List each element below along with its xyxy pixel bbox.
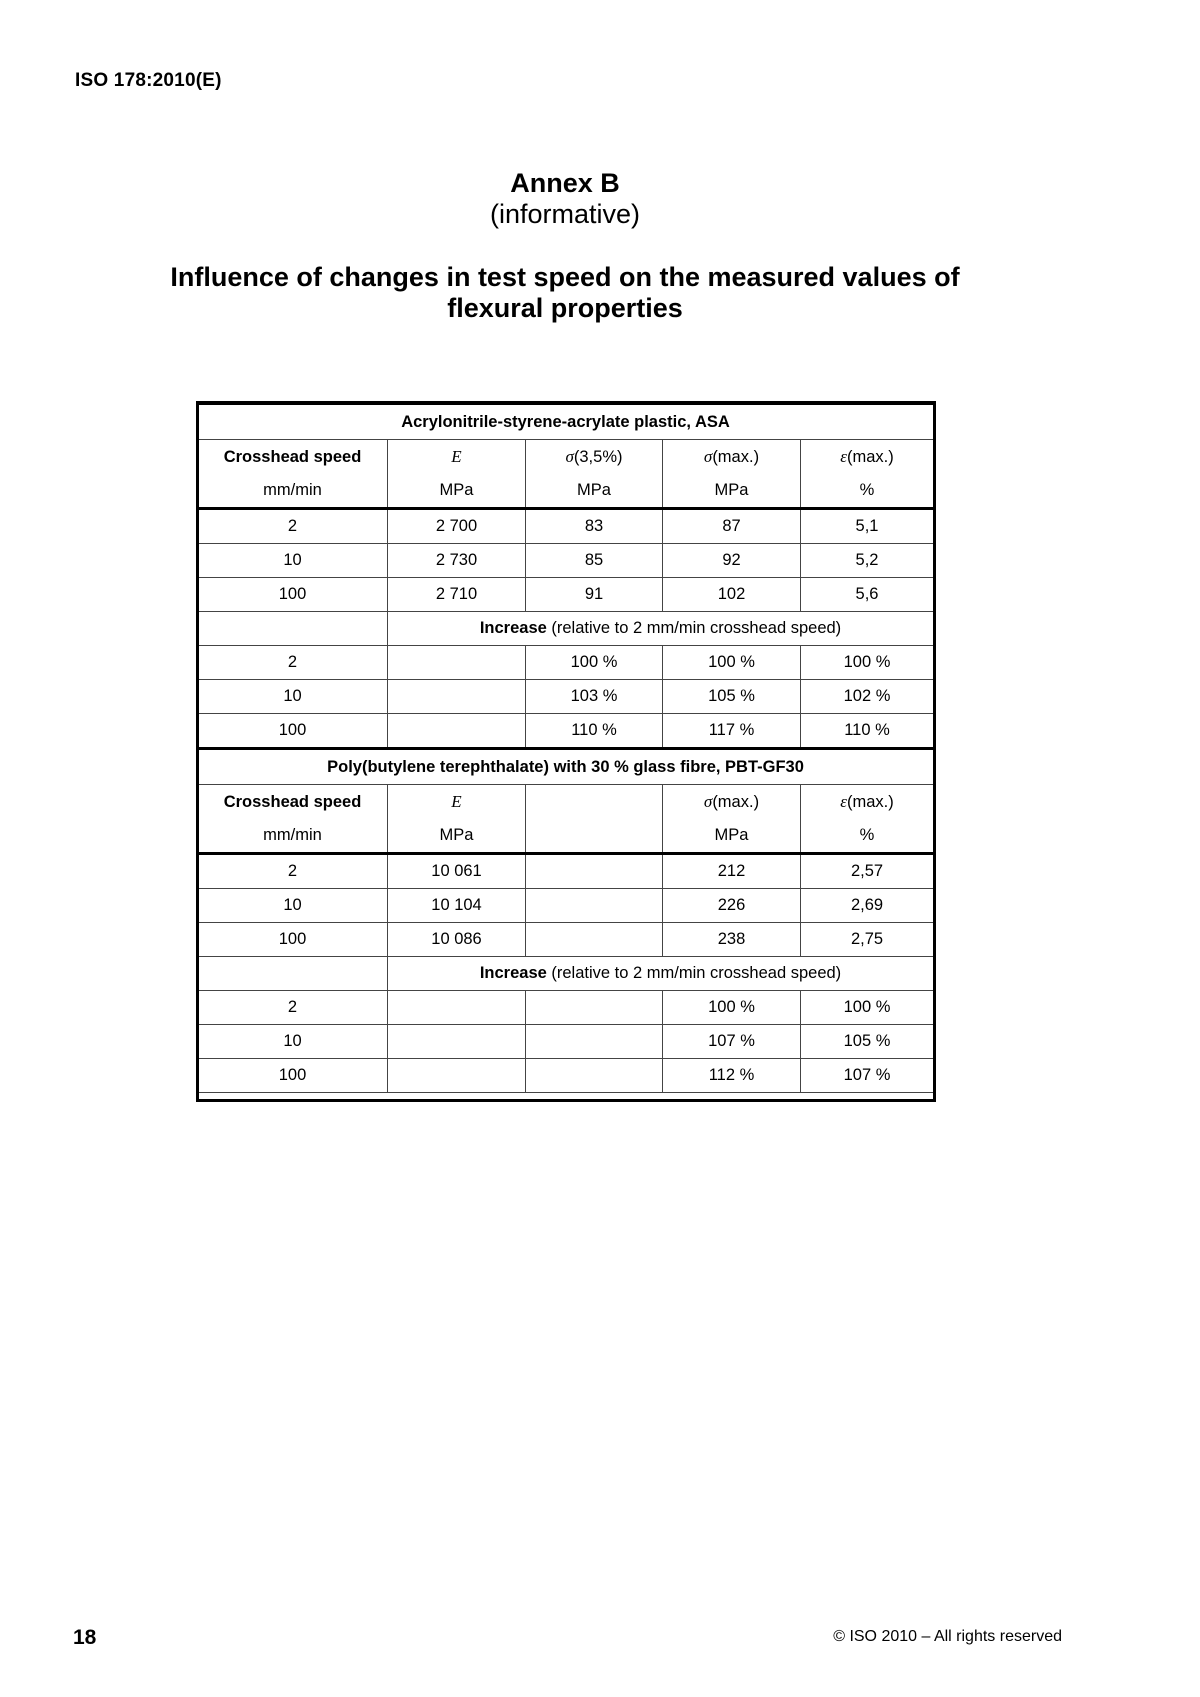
annex-title: Annex B: [510, 168, 620, 198]
table-cell: 10 061: [388, 854, 526, 889]
table-row: [198, 889, 934, 923]
label: (max.): [712, 448, 760, 466]
table-cell: [526, 889, 663, 923]
increase-label-text: (relative to 2 mm/min crosshead speed): [546, 964, 842, 982]
column-unit: %: [859, 826, 875, 844]
copyright-notice: © ISO 2010 – All rights reserved: [833, 1628, 1062, 1645]
table-cell: 2,57: [801, 854, 934, 889]
section-title-row: [198, 749, 934, 785]
table-cell: 2,75: [801, 923, 934, 957]
table-cell: 100: [198, 578, 388, 612]
column-unit: MPa: [439, 481, 474, 499]
table-cell: 85: [526, 544, 663, 578]
column-header: [801, 440, 934, 509]
table-cell: [526, 991, 663, 1025]
increase-label-bold: Increase: [479, 619, 547, 637]
symbol: E: [451, 447, 462, 466]
increase-label-row: [198, 957, 934, 991]
table-row: [198, 991, 934, 1025]
table-cell: 100 %: [663, 991, 801, 1025]
table-cell: 105 %: [801, 1025, 934, 1059]
table-cell: 103 %: [526, 680, 663, 714]
table-cell: 107 %: [801, 1059, 934, 1093]
table-cell: 107 %: [663, 1025, 801, 1059]
table-cell: 100: [198, 923, 388, 957]
section-title: Acrylonitrile-styrene-acrylate plastic, ASA: [198, 404, 934, 440]
column-header: [198, 785, 388, 854]
label: Crosshead speed: [223, 792, 362, 811]
table-cell: 10: [198, 544, 388, 578]
table-row: [198, 1025, 934, 1059]
symbol: σ: [703, 792, 713, 811]
increase-label: [388, 612, 934, 646]
table-cell: 83: [526, 509, 663, 544]
column-unit: MPa: [439, 826, 474, 844]
table-cell: 5,1: [801, 509, 934, 544]
table-cell: 2 700: [388, 509, 526, 544]
table-cell: 10 104: [388, 889, 526, 923]
increase-label-row: [198, 612, 934, 646]
column-header-label: [526, 786, 662, 819]
table-cell: [526, 1025, 663, 1059]
column-header-label: [198, 786, 387, 819]
column-header-row: [198, 440, 934, 509]
table-cell: 2: [198, 509, 388, 544]
table-cell: 5,6: [801, 578, 934, 612]
increase-label-bold: Increase: [479, 964, 547, 982]
column-unit: %: [859, 481, 875, 499]
column-header: [388, 440, 526, 509]
column-unit: MPa: [714, 481, 749, 499]
table-cell: 10: [198, 889, 388, 923]
column-header: [526, 785, 663, 854]
column-header: [198, 440, 388, 509]
column-unit: MPa: [577, 481, 611, 499]
table-row: [198, 646, 934, 680]
table-cell: 2: [198, 646, 388, 680]
column-unit: MPa: [714, 826, 749, 844]
table-row: [198, 544, 934, 578]
column-unit: [526, 819, 662, 852]
symbol: σ: [565, 447, 574, 466]
column-unit: mm/min: [263, 825, 322, 844]
table-cell: 100 %: [801, 646, 934, 680]
table-cell: 110 %: [526, 714, 663, 749]
table-cell: 117 %: [663, 714, 801, 749]
table-cell: 105 %: [663, 680, 801, 714]
table-cell: 100 %: [663, 646, 801, 680]
table-row: [198, 714, 934, 749]
column-header-label: [663, 785, 800, 819]
document-id: ISO 178:2010(E): [75, 70, 222, 91]
column-header-label: [388, 440, 525, 474]
column-header-label: [198, 441, 387, 474]
table-row: [198, 509, 934, 544]
page-number: 18: [73, 1626, 97, 1649]
column-header: [663, 440, 801, 509]
table-cell: 2: [198, 854, 388, 889]
table-cell: 10: [198, 680, 388, 714]
column-unit: mm/min: [263, 480, 322, 499]
table-cell: 226: [663, 889, 801, 923]
symbol: ε: [840, 792, 847, 811]
table-cell: 100 %: [801, 991, 934, 1025]
section-title: Poly(butylene terephthalate) with 30 % glass fibre, PBT-GF30: [198, 749, 934, 785]
table-cell: [388, 714, 526, 749]
table-cell: 212: [663, 854, 801, 889]
table-cell: 102 %: [801, 680, 934, 714]
table-cell: 102: [663, 578, 801, 612]
column-header-row: [198, 785, 934, 854]
label: Crosshead speed: [223, 447, 362, 466]
label: (max.): [712, 793, 760, 811]
table-cell: 2,69: [801, 889, 934, 923]
flexural-properties-table: [197, 402, 934, 1093]
column-header: [663, 785, 801, 854]
column-header-label: [801, 785, 933, 819]
table-cell: 238: [663, 923, 801, 957]
symbol: ε: [840, 447, 847, 466]
table-row: [198, 923, 934, 957]
table-cell: 2 710: [388, 578, 526, 612]
table-cell: [388, 646, 526, 680]
table-cell: 100: [198, 1059, 388, 1093]
column-header: [388, 785, 526, 854]
annex-subtitle: (informative): [489, 199, 641, 229]
table-cell: 2 730: [388, 544, 526, 578]
table-cell: [388, 991, 526, 1025]
column-header-label: [801, 440, 933, 474]
table-cell: 100 %: [526, 646, 663, 680]
page-title: [130, 262, 1000, 324]
table-cell: [198, 612, 388, 646]
table-row: [198, 854, 934, 889]
table-row: [198, 578, 934, 612]
label: (max.): [846, 448, 894, 466]
symbol: E: [451, 792, 462, 811]
symbol: σ: [703, 447, 713, 466]
table-cell: 87: [663, 509, 801, 544]
increase-label: [388, 957, 934, 991]
table-cell: 10: [198, 1025, 388, 1059]
table-cell: [388, 1025, 526, 1059]
table-cell: [526, 923, 663, 957]
page-title-line-1: Influence of changes in test speed on the measured values of: [170, 262, 960, 292]
table-cell: 92: [663, 544, 801, 578]
table-cell: [198, 957, 388, 991]
page-title-line-2: flexural properties: [447, 293, 683, 323]
table-row: [198, 680, 934, 714]
section-title-row: [198, 404, 934, 440]
table-cell: 112 %: [663, 1059, 801, 1093]
table-cell: 10 086: [388, 923, 526, 957]
table-cell: 100: [198, 714, 388, 749]
column-header: [526, 440, 663, 509]
table-cell: [388, 680, 526, 714]
table-cell: [388, 1059, 526, 1093]
table-cell: 91: [526, 578, 663, 612]
table-cell: [526, 1059, 663, 1093]
increase-label-text: (relative to 2 mm/min crosshead speed): [546, 619, 842, 637]
table-cell: 2: [198, 991, 388, 1025]
table-cell: 5,2: [801, 544, 934, 578]
label: (3,5%): [573, 448, 623, 466]
label: (max.): [846, 793, 894, 811]
column-header-label: [663, 440, 800, 474]
table-row: [198, 1059, 934, 1093]
column-header-label: [526, 440, 662, 474]
column-header: [801, 785, 934, 854]
table-cell: [526, 854, 663, 889]
table-cell: 110 %: [801, 714, 934, 749]
column-header-label: [388, 785, 525, 819]
